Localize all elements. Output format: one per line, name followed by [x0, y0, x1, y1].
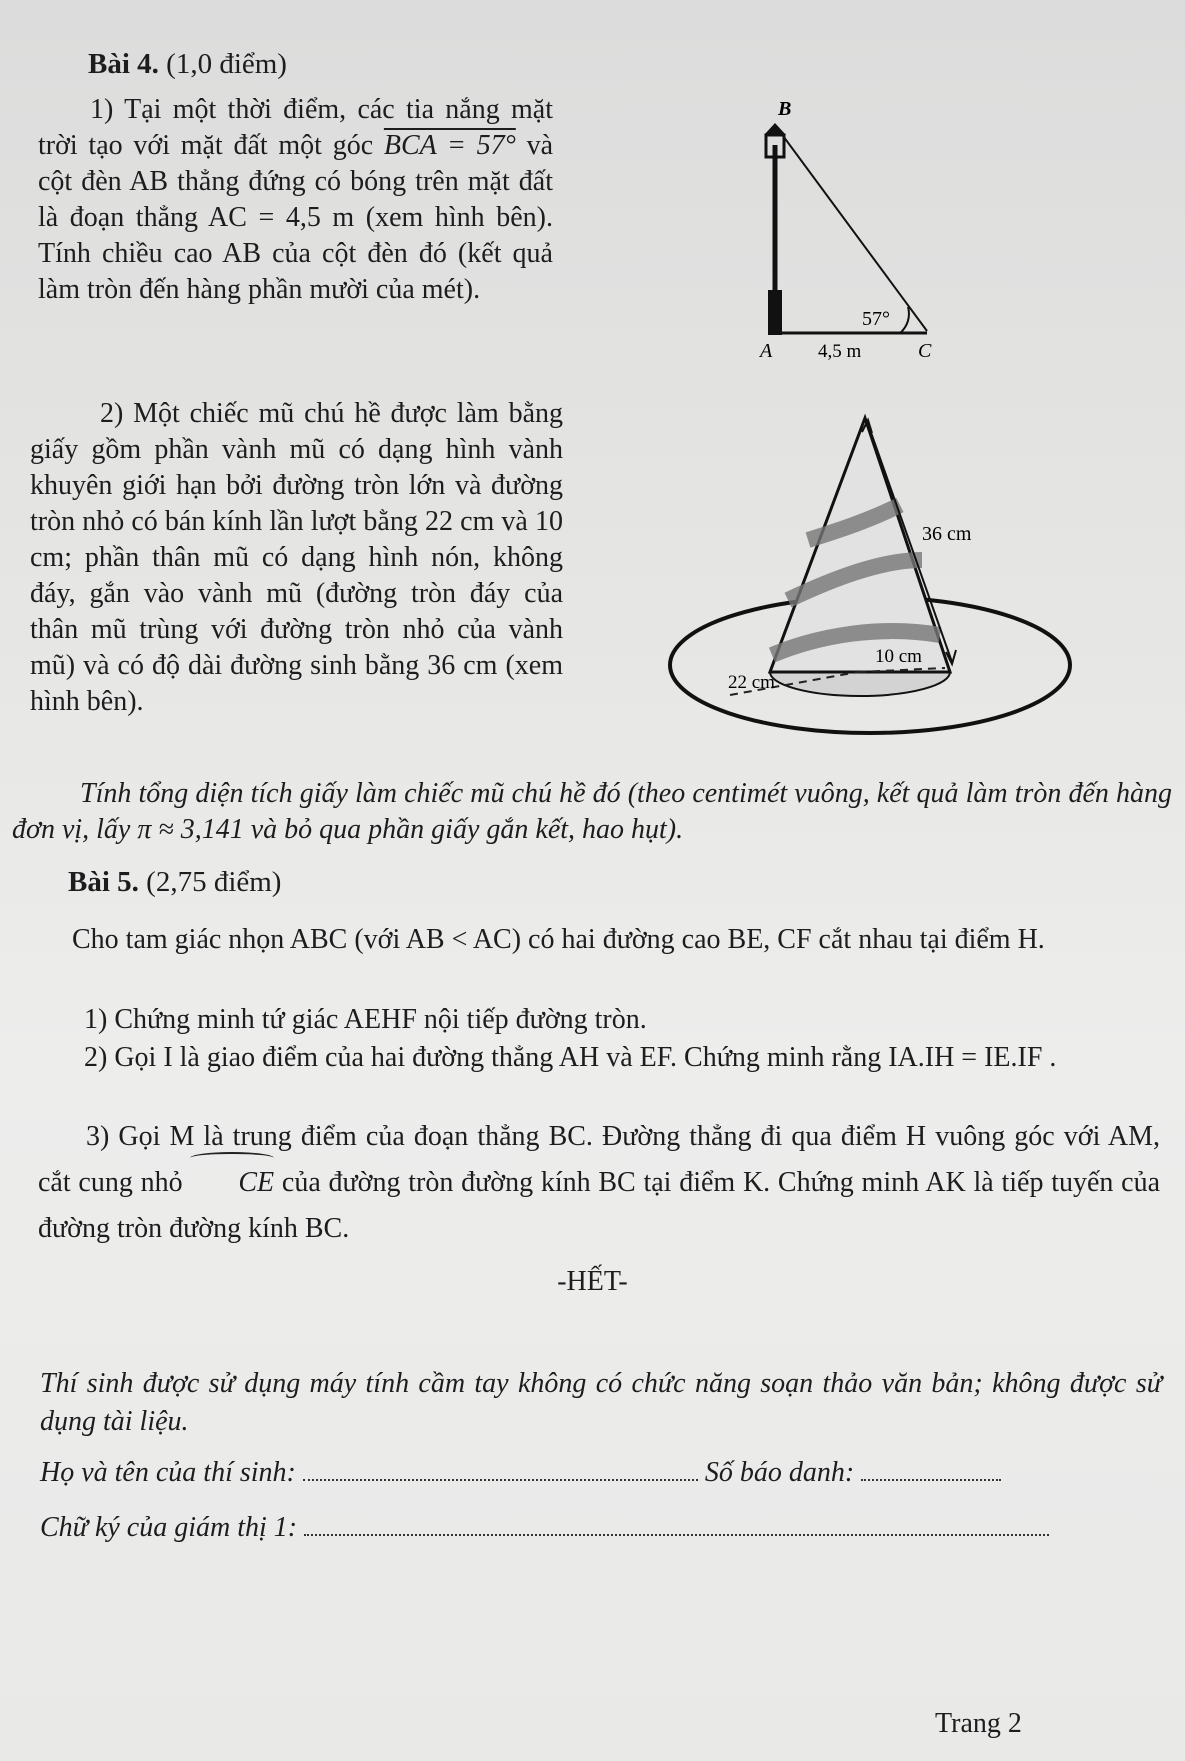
label-length: 4,5 m: [818, 341, 862, 362]
bai4-part1-lead: 1) Tại một thời điểm, các tia nắng mặt trời tạo với mặt đất một góc: [38, 94, 553, 161]
name-label: Họ và tên của thí sinh:: [40, 1457, 296, 1488]
bai5-q3-arc: CE: [190, 1160, 274, 1206]
sun-ray-line: [775, 125, 927, 331]
signature-field[interactable]: [304, 1512, 1049, 1536]
bai4-title: Bài 4.: [88, 48, 159, 80]
label-c: C: [918, 340, 932, 362]
bai5-heading: [68, 866, 281, 899]
angle-arc: [900, 307, 909, 333]
bai4-heading: [88, 48, 287, 81]
signature-label: Chữ ký của giám thị 1:: [40, 1512, 298, 1543]
label-small-radius: 10 cm: [875, 646, 922, 667]
bai5-q3: [38, 1114, 1160, 1252]
label-a: A: [760, 340, 773, 362]
lamp-post-figure: [740, 95, 940, 375]
bai4-part1-rest: và cột đèn AB thẳng đứng có bóng trên mặt đất là đoạn thẳng AC = 4,5 m (xem hình bên). Tính chiều cao AB của cột đèn đó (kết quả làm tròn đến hàng phần mười của mét).: [38, 130, 554, 305]
name-field[interactable]: [303, 1457, 698, 1481]
bai5-q3-a: 3) Gọi M là trung điểm của đoạn thẳng BC. Đường thẳng đi qua điểm H vuông góc với AM, cắt cung nhỏ: [38, 1121, 1160, 1198]
candidate-info-row: [40, 1455, 1170, 1491]
lamp-post-base: [768, 290, 782, 335]
signature-row: [40, 1510, 1170, 1546]
clown-hat-figure: [660, 410, 1080, 745]
bai5-points: (2,75 điểm): [146, 866, 282, 898]
bai5-q2: 2) Gọi I là giao điểm của hai đường thẳng AH và EF. Chứng minh rằng IA.IH = IE.IF .: [84, 1042, 1057, 1073]
sbd-field[interactable]: [861, 1457, 1001, 1481]
bai4-part2: 2) Một chiếc mũ chú hề được làm bằng giấy gồm phần vành mũ có dạng hình vành khuyên giới hạn bởi đường tròn lớn và đường tròn nhỏ có bán kính lần lượt bằng 22 cm và 10 cm; phần thân mũ có dạng hình nón, không đáy, gắn vào vành mũ (đường tròn đáy của thân mũ trùng với đường tròn nhỏ của vành mũ) và có độ dài đường sinh bằng 36 cm (xem hình bên).: [30, 398, 563, 717]
exam-note: Thí sinh được sử dụng máy tính cầm tay không có chức năng soạn thảo văn bản; không được sử dụng tài liệu.: [40, 1368, 1162, 1437]
bai4-points: (1,0 điểm): [166, 48, 287, 80]
page-number: Trang 2: [935, 1708, 1022, 1739]
bai5-q1: 1) Chứng minh tứ giác AEHF nội tiếp đường tròn.: [84, 1004, 647, 1035]
sbd-label: Số báo danh:: [704, 1457, 855, 1488]
bai4-question: Tính tổng diện tích giấy làm chiếc mũ chú hề đó (theo centimét vuông, kết quả làm tròn đến hàng đơn vị, lấy π ≈ 3,141 và bỏ qua phần giấy gắn kết, hao hụt).: [12, 778, 1172, 845]
label-b: B: [778, 98, 792, 120]
end-marker: -HẾT-: [557, 1266, 628, 1297]
bai5-title: Bài 5.: [68, 866, 139, 898]
bai5-q3-b: của đường tròn đường kính BC tại điểm K. Chứng minh AK là tiếp tuyến của đường tròn đường kính BC.: [38, 1167, 1161, 1244]
label-angle: 57°: [862, 308, 890, 330]
bai4-part1-angle: BCA = 57°: [383, 130, 516, 161]
bai5-intro: Cho tam giác nhọn ABC (với AB < AC) có hai đường cao BE, CF cắt nhau tại điểm H.: [72, 924, 1045, 955]
label-slant: 36 cm: [922, 523, 972, 545]
bai4-part1: [38, 92, 553, 308]
label-big-radius: 22 cm: [728, 672, 775, 693]
